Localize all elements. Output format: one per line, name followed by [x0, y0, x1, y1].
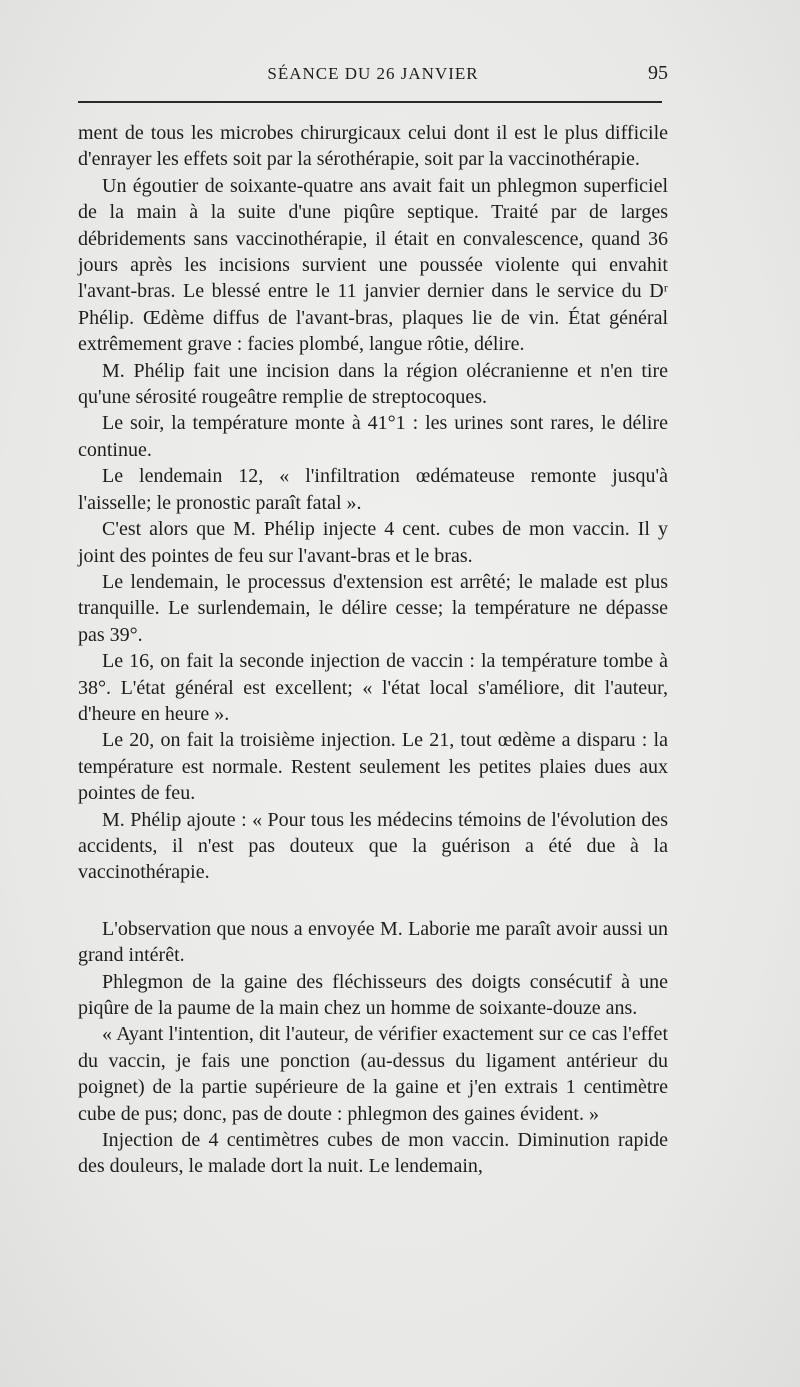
paragraph-incision: M. Phélip fait une incision dans la région olécranienne et n'en tire qu'une sérosité rougeâtre remplie de streptocoques.: [78, 359, 668, 409]
paragraph-day-20: Le 20, on fait la troisième injection. Le 21, tout œdème a disparu : la température est normale. Restent seulement les petites plaies dues aux pointes de feu.: [78, 729, 668, 805]
paragraph-laborie: L'observation que nous a envoyée M. Laborie me paraît avoir aussi un grand intérêt.: [78, 917, 668, 967]
paragraph-evening-temperature: Le soir, la température monte à 41°1 : les urines sont rares, le délire continue.: [78, 412, 668, 461]
page-number: 95: [648, 62, 668, 84]
paragraph-vaccine-injection: Injection de 4 centimètres cubes de mon vaccin. Diminution rapide des douleurs, le malade dort la nuit. Le lendemain,: [78, 1129, 668, 1178]
paragraph-case-egoutier: Un égoutier de soixante-quatre ans avait fait un phlegmon superficiel de la main à la suite d'une piqûre septique. Traité par de larges débridements sans vaccinothérapie, il était en convalescence, quand 36 jours après les incisions survient une poussée violente qui envahit l'avant-bras. Le blessé entre le 11 janvier dernier dans le service du Dʳ Phélip. Œdème diffus de l'avant-bras, plaques lie de vin. État général extrêmement grave : facies plombé, langue rôtie, délire.: [78, 174, 668, 356]
paragraph-injection: C'est alors que M. Phélip injecte 4 cent. cubes de mon vaccin. Il y joint des pointes de feu sur l'avant-bras et le bras.: [78, 518, 668, 567]
paragraph-day-12: Le lendemain 12, « l'infiltration œdémateuse remonte jusqu'à l'aisselle; le pronostic paraît fatal ».: [78, 465, 668, 514]
section-gap: [78, 886, 668, 916]
header-rule: [78, 101, 662, 103]
paragraph-continuation: ment de tous les microbes chirurgicaux celui dont il est le plus difficile d'enrayer les effets soit par la sérothérapie, soit par la vaccinothérapie.: [78, 122, 668, 171]
paragraph-phlegmon-title: Phlegmon de la gaine des fléchisseurs des doigts consécutif à une piqûre de la paume de la main chez un homme de soixante-douze ans.: [78, 970, 668, 1019]
paragraph-author-quote: « Ayant l'intention, dit l'auteur, de vérifier exactement sur ce cas l'effet du vaccin, je fais une ponction (au-dessus du ligament antérieur du poignet) de la partie supérieure de la gaine et j'en extrais 1 centimètre cube de pus; donc, pas de doute : phlegmon des gaines évident. »: [78, 1023, 668, 1125]
paragraph-day-16: Le 16, on fait la seconde injection de vaccin : la température tombe à 38°. L'état général est excellent; « l'état local s'améliore, dit l'auteur, d'heure en heure ».: [78, 650, 668, 725]
paragraph-phelip-quote: M. Phélip ajoute : « Pour tous les médecins témoins de l'évolution des accidents, il n'est pas douteux que la guérison a été due à la vaccinothérapie.: [78, 808, 668, 884]
running-title: SÉANCE DU 26 JANVIER: [267, 64, 479, 83]
running-head: [78, 62, 668, 86]
body-text: [78, 120, 668, 1180]
paragraph-next-day: Le lendemain, le processus d'extension est arrêté; le malade est plus tranquille. Le surlendemain, le délire cesse; la température ne dépasse pas 39°.: [78, 570, 668, 646]
